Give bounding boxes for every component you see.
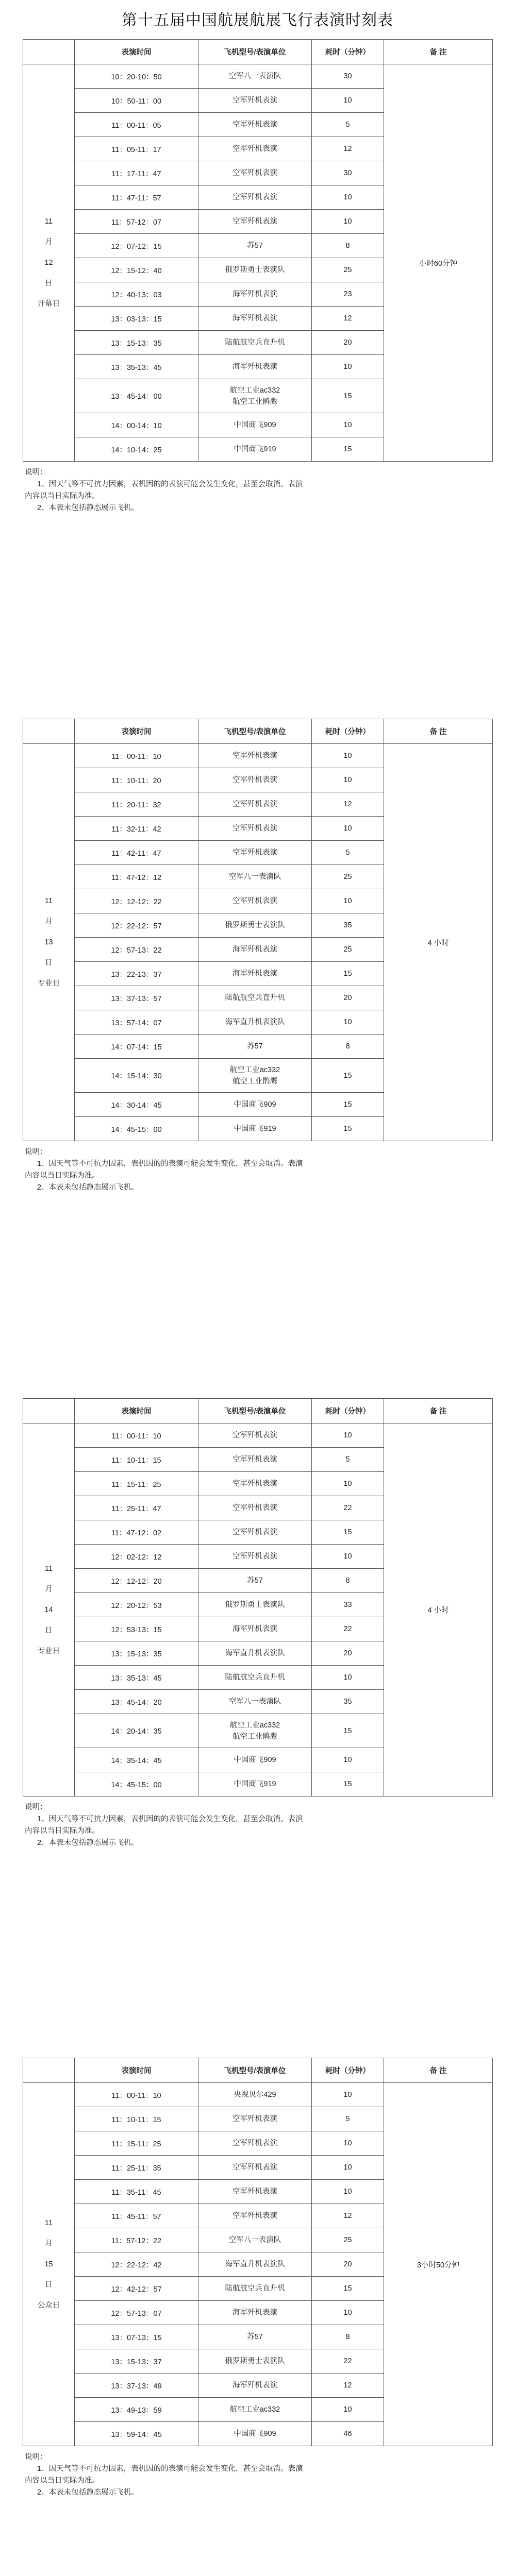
cell-program: 空军歼机表演 xyxy=(198,2180,312,2204)
cell-program: 中国商飞919 xyxy=(198,1117,312,1141)
cell-time: 11：57-12：07 xyxy=(75,210,198,234)
cell-duration: 8 xyxy=(312,1569,384,1593)
cell-duration: 10 xyxy=(312,744,384,768)
header-time: 表演时间 xyxy=(75,1399,198,1423)
notes xyxy=(23,2451,492,2499)
header-program: 飞机型号/表演单位 xyxy=(198,40,312,64)
cell-program: 苏57 xyxy=(198,1569,312,1593)
day-block xyxy=(23,1398,492,1849)
cell-program: 中国商飞909 xyxy=(198,413,312,437)
cell-time: 12：22-12：42 xyxy=(75,2252,198,2277)
date-line: 11 xyxy=(44,217,53,226)
cell-duration: 10 xyxy=(312,210,384,234)
page-title: 第十五届中国航展航展飞行表演时刻表 xyxy=(122,12,393,29)
cell-time: 11：05-11：17 xyxy=(75,137,198,161)
header-date xyxy=(23,2058,75,2083)
cell-duration: 8 xyxy=(312,234,384,258)
header-duration: 耗时（分钟） xyxy=(312,2058,384,2083)
cell-duration: 25 xyxy=(312,865,384,889)
header-row xyxy=(23,40,493,64)
date-cell xyxy=(23,744,75,1141)
cell-program: 空军歼机表演 xyxy=(198,89,312,113)
cell-duration: 10 xyxy=(312,2180,384,2204)
cell-program: 空军歼机表演 xyxy=(198,113,312,137)
notes xyxy=(23,1146,492,1194)
header-program: 飞机型号/表演单位 xyxy=(198,1399,312,1423)
cell-time: 13：03-13：15 xyxy=(75,307,198,331)
cell-time: 11：25-11：47 xyxy=(75,1496,198,1520)
cell-duration: 46 xyxy=(312,2422,384,2446)
cell-duration: 30 xyxy=(312,161,384,185)
cell-duration: 10 xyxy=(312,1472,384,1496)
cell-duration: 15 xyxy=(312,437,384,462)
cell-time: 13：37-13：57 xyxy=(75,986,198,1010)
note-line1b: 内容以当日实际为准。 xyxy=(25,1827,99,1835)
cell-program: 空军八一表演队 xyxy=(198,2228,312,2252)
cell-program: 空军八一表演队 xyxy=(198,1690,312,1714)
note-heading: 说明： xyxy=(25,468,47,477)
cell-time: 13：45-14：00 xyxy=(75,379,198,413)
cell-duration: 12 xyxy=(312,307,384,331)
schedule-table xyxy=(23,1398,493,1797)
cell-time: 12：02-12：12 xyxy=(75,1545,198,1569)
cell-program: 中国商飞919 xyxy=(198,1772,312,1797)
cell-time: 13：57-14：07 xyxy=(75,1010,198,1035)
cell-time: 11：10-11：15 xyxy=(75,1448,198,1472)
header-duration: 耗时（分钟） xyxy=(312,40,384,64)
date-line: 月 xyxy=(45,1585,53,1594)
cell-program: 空军歼机表演 xyxy=(198,2107,312,2131)
cell-program: 俄罗斯勇士表演队 xyxy=(198,258,312,282)
cell-time: 11：32-11：42 xyxy=(75,817,198,841)
note-heading: 说明： xyxy=(25,1803,47,1811)
cell-duration: 15 xyxy=(312,962,384,986)
notes xyxy=(23,1802,492,1849)
cell-duration: 5 xyxy=(312,113,384,137)
note-heading: 说明： xyxy=(25,2453,47,2461)
cell-time: 13：45-14：20 xyxy=(75,1690,198,1714)
date-cell xyxy=(23,1423,75,1797)
date-line: 14 xyxy=(44,1605,53,1614)
date-line: 11 xyxy=(44,897,53,905)
note-line2: 2、本表未包括静态展示飞机。 xyxy=(37,1183,139,1192)
day-block xyxy=(23,39,492,514)
cell-program: 空军歼机表演 xyxy=(198,1496,312,1520)
date-line: 日 xyxy=(45,1626,53,1635)
cell-time: 14：45-15：00 xyxy=(75,1772,198,1797)
cell-time: 11：15-11：25 xyxy=(75,1472,198,1496)
header-note: 备 注 xyxy=(384,40,493,64)
cell-program: 空军歼机表演 xyxy=(198,841,312,865)
cell-time: 11：47-12：12 xyxy=(75,865,198,889)
cell-duration: 20 xyxy=(312,331,384,355)
cell-time: 12：57-13：22 xyxy=(75,938,198,962)
header-note: 备 注 xyxy=(384,2058,493,2083)
cell-time: 12：40-13：03 xyxy=(75,282,198,307)
cell-time: 14：30-14：45 xyxy=(75,1093,198,1117)
header-duration: 耗时（分钟） xyxy=(312,719,384,744)
cell-program: 海军歼机表演 xyxy=(198,355,312,379)
cell-time: 11：10-11：15 xyxy=(75,2107,198,2131)
cell-duration: 15 xyxy=(312,2277,384,2301)
note-line1a: 1、因天气等不可抗力因素，表机因的的表演可能会发生变化，甚至会取消。表演 xyxy=(37,1815,303,1823)
cell-duration: 25 xyxy=(312,258,384,282)
cell-duration: 15 xyxy=(312,1714,384,1748)
table-row xyxy=(23,744,493,768)
note-cell: 4 小时 xyxy=(384,744,493,1141)
date-line: 11 xyxy=(44,2219,53,2227)
cell-program: 陆航航空兵直升机 xyxy=(198,1666,312,1690)
cell-program: 空军歼机表演 xyxy=(198,792,312,817)
date-line: 15 xyxy=(44,2260,53,2268)
cell-program: 中国商飞909 xyxy=(198,1093,312,1117)
cell-duration: 15 xyxy=(312,1117,384,1141)
cell-duration: 10 xyxy=(312,768,384,792)
cell-time: 13：15-13：35 xyxy=(75,331,198,355)
cell-program: 海军歼机表演 xyxy=(198,2301,312,2325)
cell-program: 空军歼机表演 xyxy=(198,185,312,210)
cell-time: 11：47-11：57 xyxy=(75,185,198,210)
cell-program: 中国商飞909 xyxy=(198,1748,312,1772)
date-line: 月 xyxy=(45,2240,53,2248)
note-line1b: 内容以当日实际为准。 xyxy=(25,1172,99,1180)
schedule-table xyxy=(23,719,493,1141)
cell-program: 海军歼机表演 xyxy=(198,938,312,962)
header-time: 表演时间 xyxy=(75,40,198,64)
cell-duration: 25 xyxy=(312,938,384,962)
note-cell: 小时60分钟 xyxy=(384,64,493,462)
cell-time: 12：07-12：15 xyxy=(75,234,198,258)
cell-program: 海军直升机表演队 xyxy=(198,2252,312,2277)
cell-time: 11：57-12：22 xyxy=(75,2228,198,2252)
cell-program: 空军歼机表演 xyxy=(198,1520,312,1545)
date-line: 月 xyxy=(45,238,53,246)
cell-time: 13：59-14：45 xyxy=(75,2422,198,2446)
cell-program: 空军歼机表演 xyxy=(198,2156,312,2180)
note-line1a: 1、因天气等不可抗力因素，表机因的的表演可能会发生变化，甚至会取消。表演 xyxy=(37,2465,303,2473)
cell-duration: 15 xyxy=(312,1059,384,1093)
date-line: 13 xyxy=(44,938,53,946)
date-line: 专业日 xyxy=(37,979,60,988)
note-cell: 3小时50分钟 xyxy=(384,2083,493,2446)
cell-program: 空军八一表演队 xyxy=(198,865,312,889)
cell-program: 陆航航空兵直升机 xyxy=(198,2277,312,2301)
cell-time: 10：20-10：50 xyxy=(75,64,198,89)
cell-program: 空军歼机表演 xyxy=(198,1545,312,1569)
cell-duration: 10 xyxy=(312,89,384,113)
cell-time: 14：35-14：45 xyxy=(75,1748,198,1772)
cell-time: 11：15-11：25 xyxy=(75,2131,198,2156)
cell-duration: 15 xyxy=(312,379,384,413)
cell-time: 11：45-11：57 xyxy=(75,2204,198,2228)
cell-time: 12：12-12：22 xyxy=(75,889,198,913)
note-line1b: 内容以当日实际为准。 xyxy=(25,2477,99,2485)
note-line1a: 1、因天气等不可抗力因素，表机因的的表演可能会发生变化，甚至会取消。表演 xyxy=(37,480,303,488)
cell-program: 海军歼机表演 xyxy=(198,2374,312,2398)
cell-duration: 8 xyxy=(312,1035,384,1059)
cell-program: 空军八一表演队 xyxy=(198,64,312,89)
note-line2: 2、本表未包括静态展示飞机。 xyxy=(37,1839,139,1847)
date-line: 公众日 xyxy=(37,2301,60,2310)
cell-duration: 10 xyxy=(312,1545,384,1569)
cell-duration: 10 xyxy=(312,2156,384,2180)
cell-duration: 5 xyxy=(312,841,384,865)
header-row xyxy=(23,2058,493,2083)
cell-duration: 20 xyxy=(312,986,384,1010)
cell-time: 13：15-13：35 xyxy=(75,1641,198,1666)
cell-program: 航空工业ac332 航空工业鹘鹰 xyxy=(198,379,312,413)
date-line: 日 xyxy=(45,959,53,967)
cell-duration: 20 xyxy=(312,2252,384,2277)
cell-duration: 15 xyxy=(312,1093,384,1117)
cell-duration: 5 xyxy=(312,2107,384,2131)
table-row xyxy=(23,1423,493,1448)
cell-time: 11：42-11：47 xyxy=(75,841,198,865)
cell-duration: 5 xyxy=(312,1448,384,1472)
note-line2: 2、本表未包括静态展示飞机。 xyxy=(37,504,139,512)
cell-time: 13：07-13：15 xyxy=(75,2325,198,2349)
cell-time: 13：22-13：37 xyxy=(75,962,198,986)
cell-duration: 10 xyxy=(312,1666,384,1690)
cell-time: 10：50-11：00 xyxy=(75,89,198,113)
cell-program: 苏57 xyxy=(198,234,312,258)
header-row xyxy=(23,1399,493,1423)
schedule-table xyxy=(23,2058,493,2446)
cell-duration: 10 xyxy=(312,889,384,913)
cell-duration: 10 xyxy=(312,1010,384,1035)
cell-time: 12：53-13：15 xyxy=(75,1617,198,1641)
date-cell xyxy=(23,64,75,462)
cell-time: 11：35-11：45 xyxy=(75,2180,198,2204)
header-row xyxy=(23,719,493,744)
date-line: 开幕日 xyxy=(37,300,60,308)
date-cell xyxy=(23,2083,75,2446)
cell-program: 空军歼机表演 xyxy=(198,1448,312,1472)
header-note: 备 注 xyxy=(384,1399,493,1423)
cell-program: 海军直升机表演队 xyxy=(198,1010,312,1035)
cell-program: 苏57 xyxy=(198,2325,312,2349)
cell-program: 央视贝尔429 xyxy=(198,2083,312,2107)
cell-time: 11：47-12：02 xyxy=(75,1520,198,1545)
cell-program: 航空工业ac332 航空工业鹘鹰 xyxy=(198,1714,312,1748)
cell-duration: 20 xyxy=(312,1641,384,1666)
day-block xyxy=(23,719,492,1194)
cell-program: 空军歼机表演 xyxy=(198,161,312,185)
header-date xyxy=(23,1399,75,1423)
cell-time: 13：37-13：49 xyxy=(75,2374,198,2398)
cell-program: 空军歼机表演 xyxy=(198,210,312,234)
date-line: 专业日 xyxy=(37,1647,60,1655)
cell-duration: 12 xyxy=(312,792,384,817)
cell-time: 11：00-11：10 xyxy=(75,744,198,768)
cell-time: 12：20-12：53 xyxy=(75,1593,198,1617)
cell-program: 陆航航空兵直升机 xyxy=(198,331,312,355)
cell-program: 空军歼机表演 xyxy=(198,137,312,161)
cell-program: 空军歼机表演 xyxy=(198,889,312,913)
cell-program: 空军歼机表演 xyxy=(198,1423,312,1448)
cell-duration: 10 xyxy=(312,1423,384,1448)
cell-duration: 10 xyxy=(312,355,384,379)
day-block xyxy=(23,2058,492,2499)
cell-duration: 12 xyxy=(312,2374,384,2398)
cell-program: 海军歼机表演 xyxy=(198,282,312,307)
header-note: 备 注 xyxy=(384,719,493,744)
schedule-table xyxy=(23,39,493,462)
cell-duration: 12 xyxy=(312,137,384,161)
cell-time: 12：57-13：07 xyxy=(75,2301,198,2325)
cell-time: 14：00-14：10 xyxy=(75,413,198,437)
cell-program: 空军歼机表演 xyxy=(198,1472,312,1496)
cell-time: 13：35-13：45 xyxy=(75,355,198,379)
cell-duration: 22 xyxy=(312,2349,384,2374)
cell-duration: 33 xyxy=(312,1593,384,1617)
note-line2: 2、本表未包括静态展示飞机。 xyxy=(37,2488,139,2497)
cell-duration: 10 xyxy=(312,2083,384,2107)
cell-time: 14：10-14：25 xyxy=(75,437,198,462)
header-date xyxy=(23,719,75,744)
table-row xyxy=(23,64,493,89)
cell-time: 14：15-14：30 xyxy=(75,1059,198,1093)
note-line1b: 内容以当日实际为准。 xyxy=(25,492,99,500)
cell-program: 俄罗斯勇士表演队 xyxy=(198,913,312,938)
cell-duration: 15 xyxy=(312,1772,384,1797)
cell-time: 12：22-12：57 xyxy=(75,913,198,938)
cell-time: 11：00-11：10 xyxy=(75,2083,198,2107)
cell-program: 海军歼机表演 xyxy=(198,1617,312,1641)
cell-time: 14：45-15：00 xyxy=(75,1117,198,1141)
cell-time: 11：20-11：32 xyxy=(75,792,198,817)
header-time: 表演时间 xyxy=(75,2058,198,2083)
cell-program: 航空工业ac332 航空工业鹘鹰 xyxy=(198,1059,312,1093)
date-line: 日 xyxy=(45,279,53,287)
header-program: 飞机型号/表演单位 xyxy=(198,719,312,744)
cell-duration: 25 xyxy=(312,2228,384,2252)
cell-duration: 30 xyxy=(312,64,384,89)
cell-program: 中国商飞909 xyxy=(198,2422,312,2446)
cell-program: 陆航航空兵直升机 xyxy=(198,986,312,1010)
note-cell: 4 小时 xyxy=(384,1423,493,1797)
cell-duration: 8 xyxy=(312,2325,384,2349)
cell-duration: 10 xyxy=(312,185,384,210)
cell-duration: 23 xyxy=(312,282,384,307)
cell-program: 俄罗斯勇士表演队 xyxy=(198,1593,312,1617)
cell-program: 海军歼机表演 xyxy=(198,307,312,331)
notes xyxy=(23,467,492,514)
cell-time: 13：15-13：37 xyxy=(75,2349,198,2374)
cell-time: 13：35-13：45 xyxy=(75,1666,198,1690)
note-heading: 说明： xyxy=(25,1148,47,1156)
cell-time: 11：00-11：05 xyxy=(75,113,198,137)
cell-program: 空军歼机表演 xyxy=(198,2204,312,2228)
date-line: 12 xyxy=(44,259,53,267)
cell-time: 14：07-14：15 xyxy=(75,1035,198,1059)
cell-duration: 22 xyxy=(312,1617,384,1641)
header-duration: 耗时（分钟） xyxy=(312,1399,384,1423)
cell-duration: 10 xyxy=(312,817,384,841)
note-line1a: 1、因天气等不可抗力因素，表机因的的表演可能会发生变化，甚至会取消。表演 xyxy=(37,1160,303,1168)
date-line: 日 xyxy=(45,2281,53,2289)
header-program: 飞机型号/表演单位 xyxy=(198,2058,312,2083)
cell-program: 中国商飞919 xyxy=(198,437,312,462)
cell-program: 空军歼机表演 xyxy=(198,817,312,841)
cell-time: 11：25-11：35 xyxy=(75,2156,198,2180)
cell-program: 航空工业ac332 xyxy=(198,2398,312,2422)
cell-time: 12：15-12：40 xyxy=(75,258,198,282)
cell-time: 11：10-11：20 xyxy=(75,768,198,792)
cell-program: 海军直升机表演队 xyxy=(198,1641,312,1666)
cell-duration: 12 xyxy=(312,2204,384,2228)
cell-program: 空军歼机表演 xyxy=(198,768,312,792)
cell-duration: 15 xyxy=(312,1520,384,1545)
table-row xyxy=(23,2083,493,2107)
cell-duration: 10 xyxy=(312,2398,384,2422)
cell-time: 12：12-12：20 xyxy=(75,1569,198,1593)
cell-time: 11：17-11：47 xyxy=(75,161,198,185)
cell-duration: 22 xyxy=(312,1496,384,1520)
cell-time: 14：20-14：35 xyxy=(75,1714,198,1748)
cell-duration: 10 xyxy=(312,1748,384,1772)
cell-program: 俄罗斯勇士表演队 xyxy=(198,2349,312,2374)
date-line: 11 xyxy=(44,1564,53,1573)
cell-time: 13：49-13：59 xyxy=(75,2398,198,2422)
cell-time: 12：42-12：57 xyxy=(75,2277,198,2301)
cell-program: 海军歼机表演 xyxy=(198,962,312,986)
date-line: 月 xyxy=(45,918,53,926)
cell-program: 苏57 xyxy=(198,1035,312,1059)
cell-duration: 10 xyxy=(312,2301,384,2325)
cell-time: 11：00-11：10 xyxy=(75,1423,198,1448)
cell-program: 空军歼机表演 xyxy=(198,744,312,768)
cell-duration: 10 xyxy=(312,413,384,437)
header-time: 表演时间 xyxy=(75,719,198,744)
cell-duration: 35 xyxy=(312,1690,384,1714)
cell-duration: 10 xyxy=(312,2131,384,2156)
cell-duration: 35 xyxy=(312,913,384,938)
cell-program: 空军歼机表演 xyxy=(198,2131,312,2156)
header-date xyxy=(23,40,75,64)
